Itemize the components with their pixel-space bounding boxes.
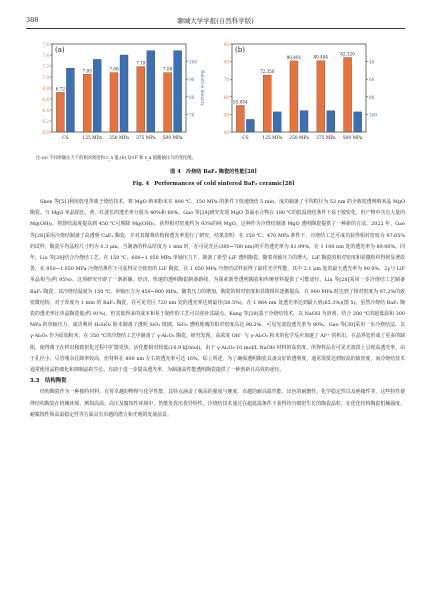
left-tick-label: 6.2 [42,119,49,124]
figure-caption-en: Fig. 4 Performances of cold sintered BaF₂ ceramic[28] [132,181,295,187]
right-tick-label: 90 [189,77,195,83]
left-tick-label: 7.6 [42,42,49,47]
bar-series-2 [273,112,281,132]
left-tick-label: 6.4 [42,108,49,113]
left-tick-label: 90 [223,42,229,47]
bar-series-1 [56,92,64,132]
bar-value-label: 7.08 [109,66,119,72]
category-label: 125 MPa [82,136,103,141]
left-tick-label: 6.8 [42,86,49,91]
left-tick-label: 40 [223,130,229,135]
bar-series-1 [110,73,118,132]
left-tick-label: 7.0 [42,75,49,80]
right-tick-label: 80 [369,94,375,100]
bar-series-1 [290,61,298,132]
bar-value-label: 7.08 [162,66,173,72]
bar-value-label: 55.054 [233,99,248,105]
category-label: 250 MPa [109,136,129,141]
category-label: 125 MPa [262,136,283,141]
right-tick-label: 100 [369,112,377,118]
category-label: CS [62,136,69,141]
figure-4-charts [34,36,394,154]
category-label: 375 MPa [135,136,156,141]
paragraph: Shen 等[51]利用放电等离子烧结技术，将 MgO 纳米粉末在 800 ℃、150 MPa 的条件下快速烧结 5 min，成功制备了平均粒径为 52 nm 的全致密透明纳米晶 MgO 陶瓷。与 MgO 单晶相比，黄、红波长的透光率分别为 40%和 60%。Gao 等[28]研究发现 MgO 表面水合物在 180 ℃的低温烧结条件下易于致密化，但产物中含有大量的 Mg(OH)₂。将烧结温度提高到 450 ℃可脱除 Mg(OH)₂，获得相对密度约为 93%的纯 MgO。这种作为冷烧结制备 MgO 透明陶瓷提供了一种新的方法。2022 年，Gao 等[28]采用冷烧结制备了高透明 CaF₂ 陶瓷，并对其微观结构和透光率进行了研究，结果表明：在 150 ℃、470 MPa 条件下，冷烧结工艺可成功获得相对密度为 97.65%的试样，陶瓷平均晶粒尺寸约为 0.3 μm，当制备的样品厚度为 1 mm 时，在可见光区(380~780 nm)的平均透光率为 81.99%，在 1 100 nm 处的透光率为 89.00%。同年，Liu 等[28]结合冷烧结工艺，在 150 ℃、600~1 050 MPa 单轴压力下，制备了新型 LiF 透明陶瓷。随着单轴压力的增大，LiF 陶瓷的相对密度和显微组织得到显著改善，在 950~1 050 MPa 冷烧结条件下可获得完全致密的 LiF 陶瓷。在 1 050 MPa 冷烧结试样获得了最佳光学性能，其中 2.1 μm 处的最大透光率为 90.0%，2γ与 LiF 单晶相当(约 95%)。这项研究开辟了一条新颖、经济、快速的透明陶瓷制备路线，为探索新型透明陶瓷和传统材料提供了可能途径。Liu 等[28]采用一步冷烧结工艺制备 BaF₂ 陶瓷，其冷烧结温度为 150 ℃，单轴压力为 450~900 MPa。随着压力的增加，陶瓷的相对密度和显微组织逐渐提高，在 900 MPa 时达到了相对密度为 97.2%的致密微结构。对于厚度为 1 mm 的 BaF₂ 陶瓷，在可见光区 720 nm 处的透光率达到最佳(58.5%)，在 1 864 nm 处透光率达到最大值(65.3%)(图 5)。虽然冷烧结 BaF₂ 陶瓷的透光率比单晶陶瓷低(约 91%)，但其低得多的成本和易于制作的工艺可以弥补其缺点。Kang 等[29]基于冷烧结技术，以 NaOH 为溶剂，结合 200 ℃的超低温和 300 MPa 的单轴压力，成功利用 H₂SiO₃ 粉末制备了透明 SiO₂ 玻璃。SiO₂ 透明玻璃的相对密度高达 98.2%，可见光波段透光率为 80%。Gao 等[30]采用一步冷烧结法，以 γ-Al₂O₃ 作为原始粉末，在 350 ℃的冷烧结工艺中制备了 γ-Al₂O₃ 陶瓷。研究发现，高浓度 OH⁻ 与 γ-Al₂O₃ 粉末的化学反应加速了 Al³⁺ 的析出，在晶界处形成了更多的缺陷，使得离子在析出和致密化过程中扩散更快，活化能相对较低(16.9 kJ/mol)。由于 γ-Al₂O₃-10 mol/L NaOH 材料的高密度，所得样品在可见光波段上呈现高透光率。由于孔径小，尽管残余孔隙率较高，但材料在 800 nm 左右的透光率可达 16%。综上所述，为了确保透明陶瓷具备良好的透明度，通常需要达到较高的致密度，而冷烧结技术通常使用晶粒细化和抑制晶粒生长，有助于进一步提高透光率，为制备高性能透明陶瓷提供了一种创新且高效的途径。 [30,199,405,374]
bar-series-2 [66,68,74,132]
panel-a-chart [42,42,204,141]
bar-series-1 [317,61,325,132]
bar-value-label: 7.05 [82,68,92,74]
bar-series-1 [83,74,91,132]
bar-series-2 [327,111,335,132]
bar-value-label: 80.484 [313,54,329,60]
right-tick-label: 70 [189,112,195,118]
bar-series-1 [236,106,244,132]
category-label: 375 MPa [315,136,336,141]
right-tick-label: 60 [369,77,375,83]
left-tick-label: 50 [223,112,229,118]
bar-series-2 [354,112,362,132]
bar-series-2 [246,119,254,132]
bar-value-label: 80.401 [286,54,302,60]
left-tick-label: 7.2 [42,64,49,69]
page-header [26,16,405,29]
right-tick-label: 100 [189,59,197,65]
bar-value-label: 6.72 [55,86,66,92]
figure-caption-cn: 图 4 冷烧结 BaF₂ 陶瓷的性能[28] [170,169,257,175]
category-label: CS [242,136,249,141]
bar-series-1 [164,73,172,132]
left-tick-label: 6.6 [42,97,49,102]
section-heading: 3.3 结构陶瓷 [30,378,67,385]
page-number: 388 [26,16,39,24]
bar-series-2 [120,55,128,132]
left-tick-label: 70 [223,77,229,83]
right-tick-label: 80 [189,94,195,100]
right-axis-label: Relative density [199,70,204,106]
panel-label: (b) [235,46,245,54]
paragraph: 结构陶瓷作为一种独特材料，有着卓越的物理与化学性能，其特点涵盖了极高的强度与硬度、卓越的耐高温性能、出色的耐磨性、化学稳定性以及绝缘性等。这些特性使得结构陶瓷在机械环境、例如高温、高压及腐蚀性环境中，仍能发挥出优异特性。冷烧结技术通过在超低温条件下获得均匀细密生长的陶瓷晶粒，在优化结构陶瓷机械强度、耐腐蚀性和高温稳定性等方面具有卓越的潜力和光明的发展前景。 [30,389,405,418]
category-label: 500 MPa [162,136,183,141]
bar-series-2 [147,51,155,132]
bar-series-2 [174,51,182,132]
bar-value-label: 72.350 [259,69,275,75]
bar-series-1 [344,58,352,132]
bar-series-1 [263,75,271,132]
bar-value-label: 82.320 [340,51,355,57]
right-tick-label: 40 [369,59,375,65]
bar-value-label: 7.19 [136,60,146,66]
left-tick-label: 7.4 [42,53,49,58]
left-tick-label: 80 [223,59,229,65]
category-label: 500 MPa [342,136,363,141]
journal-title: 聊城大学学报(自然科学版) [177,17,254,25]
panel-label: (a) [55,46,65,54]
panel-b-chart [224,42,378,141]
article-body [30,197,405,421]
left-tick-label: 60 [223,94,229,100]
bar-series-1 [137,67,145,132]
figure-note: 注:(a) 不同单轴压力下的相对密度和 r_a 值;(b) Q×F 和 r_a 值随轴压力的变化图。 [36,156,196,161]
bar-series-2 [300,111,308,132]
bar-series-2 [93,59,101,132]
category-label: 250 MPa [289,136,309,141]
left-tick-label: 6.0 [42,130,49,135]
